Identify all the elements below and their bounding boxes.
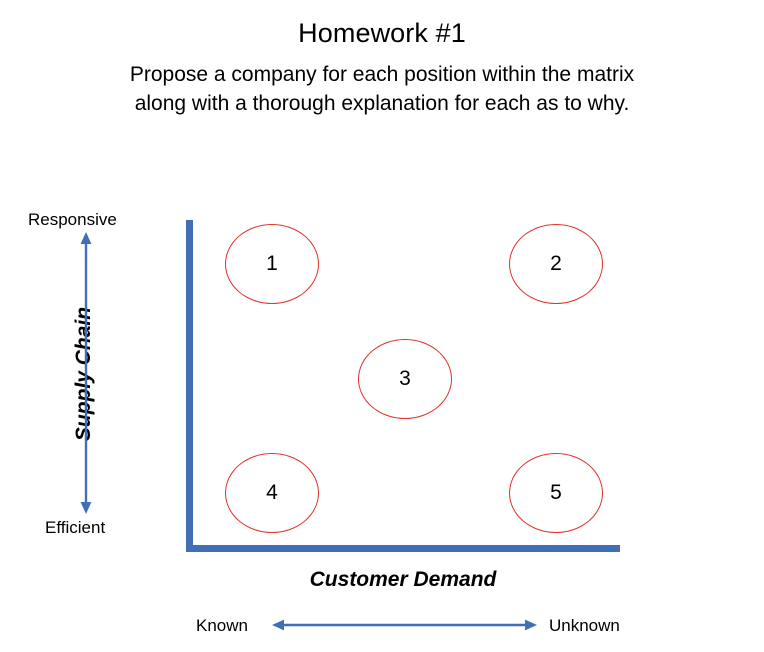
marker-label: 5: [550, 481, 562, 504]
vertical-double-arrow-icon: [78, 232, 94, 514]
page-title: Homework #1: [298, 18, 466, 48]
y-axis-bottom-label: Efficient: [45, 518, 106, 537]
y-axis-title: Supply Chain: [72, 306, 95, 442]
y-axis-line: [186, 220, 193, 550]
marker-label: 4: [266, 481, 278, 504]
x-axis-left-label: Known: [196, 616, 248, 635]
subtitle-line-1: Propose a company for each position within the matrix: [129, 63, 635, 86]
x-axis-line: [186, 545, 620, 552]
matrix-marker-3[interactable]: [358, 339, 452, 419]
page-subtitle: [0, 60, 764, 118]
x-axis-title: Customer Demand: [309, 568, 497, 591]
horizontal-double-arrow-icon: [272, 617, 537, 633]
marker-label: 3: [399, 367, 411, 390]
marker-label: 2: [550, 252, 562, 275]
y-axis-top-label: Responsive: [28, 210, 117, 229]
x-axis-right-label: Unknown: [549, 616, 620, 635]
marker-label: 1: [266, 252, 278, 275]
matrix-marker-1[interactable]: [225, 224, 319, 304]
matrix-marker-4[interactable]: [225, 453, 319, 533]
subtitle-line-2: along with a thorough explanation for each as to why.: [134, 92, 630, 115]
matrix-marker-2[interactable]: [509, 224, 603, 304]
matrix-marker-5[interactable]: [509, 453, 603, 533]
